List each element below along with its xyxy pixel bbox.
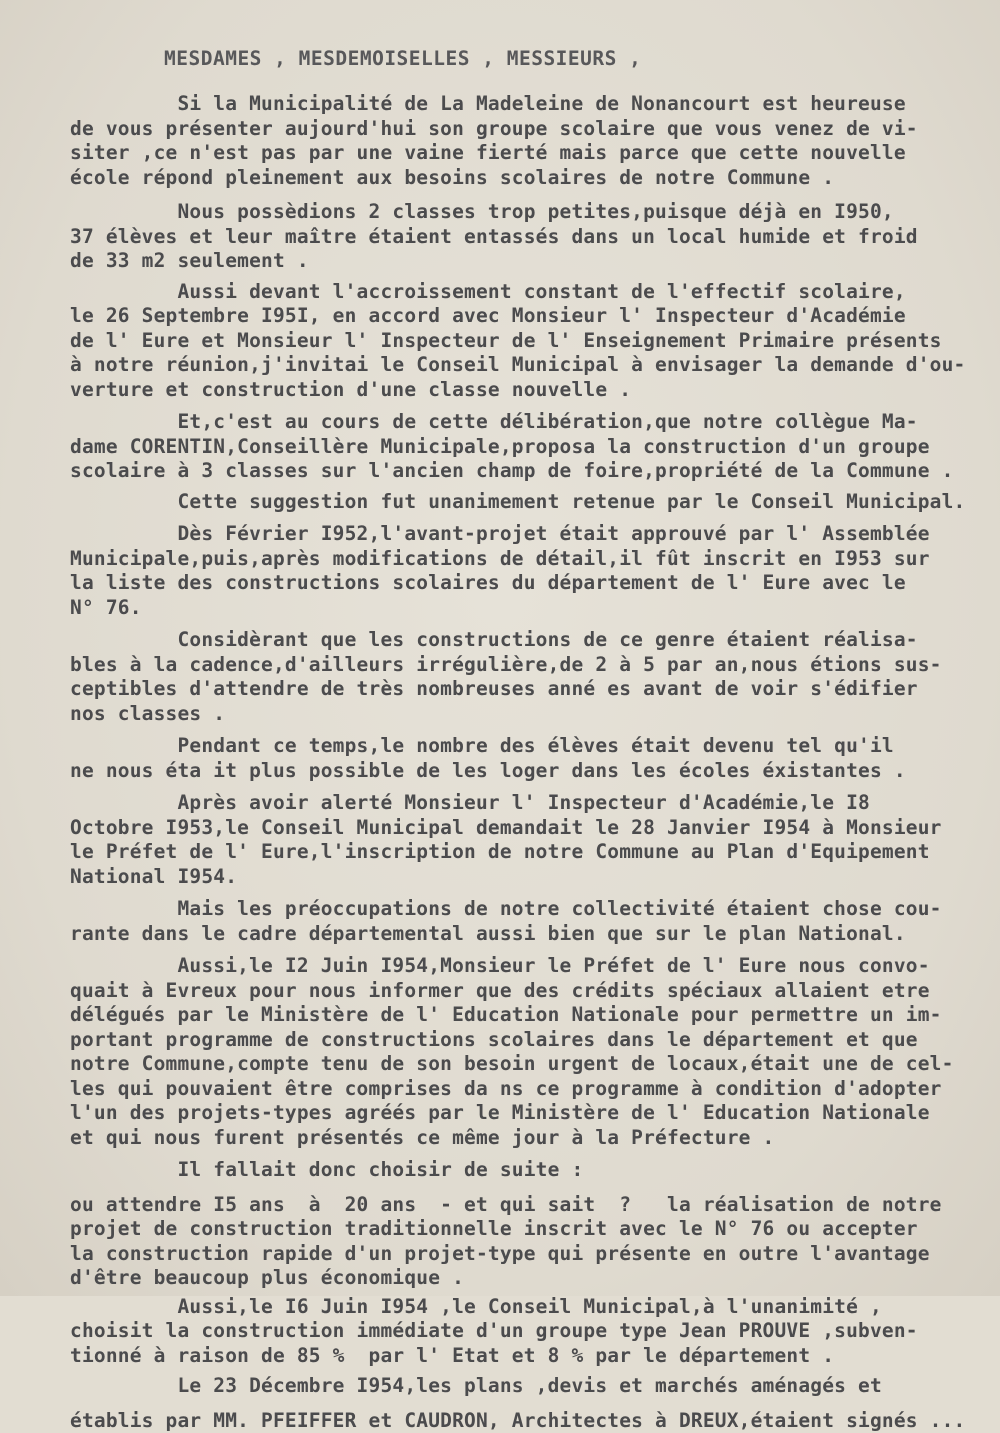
text-line: Considèrant que les constructions de ce genre étaient réalisa- xyxy=(70,628,972,653)
paragraph xyxy=(70,791,972,889)
text-line: Il fallait donc choisir de suite : xyxy=(70,1158,972,1183)
text-line: Aussi devant l'accroissement constant de l'effectif scolaire, xyxy=(70,280,972,305)
text-line: National I954. xyxy=(70,865,972,890)
text-line: ne nous éta it plus possible de les loger dans les écoles éxistantes . xyxy=(70,759,972,784)
text-line: choisit la construction immédiate d'un groupe type Jean PROUVE ,subven- xyxy=(70,1319,972,1344)
text-line: délégués par le Ministère de l' Education Nationale pour permettre un im- xyxy=(70,1003,972,1028)
text-line: scolaire à 3 classes sur l'ancien champ de foire,propriété de la Commune . xyxy=(70,459,972,484)
text-line: siter ,ce n'est pas par une vaine fierté mais parce que cette nouvelle xyxy=(70,141,972,166)
text-line: projet de construction traditionnelle inscrit avec le N° 76 ou accepter xyxy=(70,1217,972,1242)
text-line: verture et construction d'une classe nouvelle . xyxy=(70,378,972,403)
text-line: bles à la cadence,d'ailleurs irrégulière,de 2 à 5 par an,nous étions sus- xyxy=(70,653,972,678)
text-line: ceptibles d'attendre de très nombreuses anné es avant de voir s'édifier xyxy=(70,677,972,702)
letter-body xyxy=(70,92,972,1433)
text-line: de vous présenter aujourd'hui son groupe scolaire que vous venez de vi- xyxy=(70,117,972,142)
paragraph xyxy=(70,954,972,1150)
paragraph xyxy=(70,1409,972,1433)
paragraph xyxy=(70,522,972,620)
text-line: notre Commune,compte tenu de son besoin urgent de locaux,était une de cel- xyxy=(70,1052,972,1077)
paragraph xyxy=(70,897,972,946)
text-line: école répond pleinement aux besoins scolaires de notre Commune . xyxy=(70,166,972,191)
text-line: la construction rapide d'un projet-type qui présente en outre l'avantage xyxy=(70,1242,972,1267)
text-line: à notre réunion,j'invitai le Conseil Municipal à envisager la demande d'ou- xyxy=(70,353,972,378)
text-line: ou attendre I5 ans à 20 ans - et qui sait ? la réalisation de notre xyxy=(70,1193,972,1218)
paragraph xyxy=(70,628,972,726)
salutation: MESDAMES , MESDEMOISELLES , MESSIEURS , xyxy=(164,46,972,72)
text-line: Nous possèdions 2 classes trop petites,puisque déjà en I950, xyxy=(70,200,972,225)
paragraph xyxy=(70,1193,972,1291)
paragraph xyxy=(70,734,972,783)
text-line: de 33 m2 seulement . xyxy=(70,249,972,274)
text-line: portant programme de constructions scolaires dans le département et que xyxy=(70,1028,972,1053)
text-line: et qui nous furent présentés ce même jour à la Préfecture . xyxy=(70,1126,972,1151)
text-line: Aussi,le I2 Juin I954,Monsieur le Préfet de l' Eure nous convo- xyxy=(70,954,972,979)
paragraph xyxy=(70,280,972,403)
text-line: Si la Municipalité de La Madeleine de Nonancourt est heureuse xyxy=(70,92,972,117)
text-line: dame CORENTIN,Conseillère Municipale,proposa la construction d'un groupe xyxy=(70,435,972,460)
paragraph xyxy=(70,1295,972,1369)
paragraph xyxy=(70,490,972,515)
text-line: d'être beaucoup plus économique . xyxy=(70,1266,972,1291)
text-line: Et,c'est au cours de cette délibération,que notre collègue Ma- xyxy=(70,410,972,435)
text-line: Mais les préoccupations de notre collectivité étaient chose cou- xyxy=(70,897,972,922)
text-line: la liste des constructions scolaires du département de l' Eure avec le xyxy=(70,571,972,596)
text-line: Après avoir alerté Monsieur l' Inspecteur d'Académie,le I8 xyxy=(70,791,972,816)
paragraph xyxy=(70,1374,972,1399)
text-line: de l' Eure et Monsieur l' Inspecteur de l' Enseignement Primaire présents xyxy=(70,329,972,354)
text-line: établis par MM. PFEIFFER et CAUDRON, Architectes à DREUX,étaient signés ... xyxy=(70,1409,972,1433)
text-line: Cette suggestion fut unanimement retenue par le Conseil Municipal. xyxy=(70,490,972,515)
text-line: Octobre I953,le Conseil Municipal demandait le 28 Janvier I954 à Monsieur xyxy=(70,816,972,841)
text-line: 37 élèves et leur maître étaient entassés dans un local humide et froid xyxy=(70,225,972,250)
paragraph xyxy=(70,1158,972,1183)
text-line: tionné à raison de 85 % par l' Etat et 8 % par le département . xyxy=(70,1344,972,1369)
text-line: le 26 Septembre I95I, en accord avec Monsieur l' Inspecteur d'Académie xyxy=(70,304,972,329)
text-line: Dès Février I952,l'avant-projet était approuvé par l' Assemblée xyxy=(70,522,972,547)
paragraph xyxy=(70,200,972,274)
text-line: nos classes . xyxy=(70,702,972,727)
paragraph xyxy=(70,92,972,190)
text-line: l'un des projets-types agréés par le Ministère de l' Education Nationale xyxy=(70,1101,972,1126)
text-line: N° 76. xyxy=(70,596,972,621)
text-line: quait à Evreux pour nous informer que des crédits spéciaux allaient etre xyxy=(70,979,972,1004)
text-line: Municipale,puis,après modifications de détail,il fût inscrit en I953 sur xyxy=(70,547,972,572)
text-line: les qui pouvaient être comprises da ns ce programme à condition d'adopter xyxy=(70,1077,972,1102)
text-line: Aussi,le I6 Juin I954 ,le Conseil Municipal,à l'unanimité , xyxy=(70,1295,972,1320)
paragraph xyxy=(70,410,972,484)
text-line: rante dans le cadre départemental aussi bien que sur le plan National. xyxy=(70,922,972,947)
text-line: Le 23 Décembre I954,les plans ,devis et marchés aménagés et xyxy=(70,1374,972,1399)
text-line: le Préfet de l' Eure,l'inscription de notre Commune au Plan d'Equipement xyxy=(70,840,972,865)
text-line: Pendant ce temps,le nombre des élèves était devenu tel qu'il xyxy=(70,734,972,759)
